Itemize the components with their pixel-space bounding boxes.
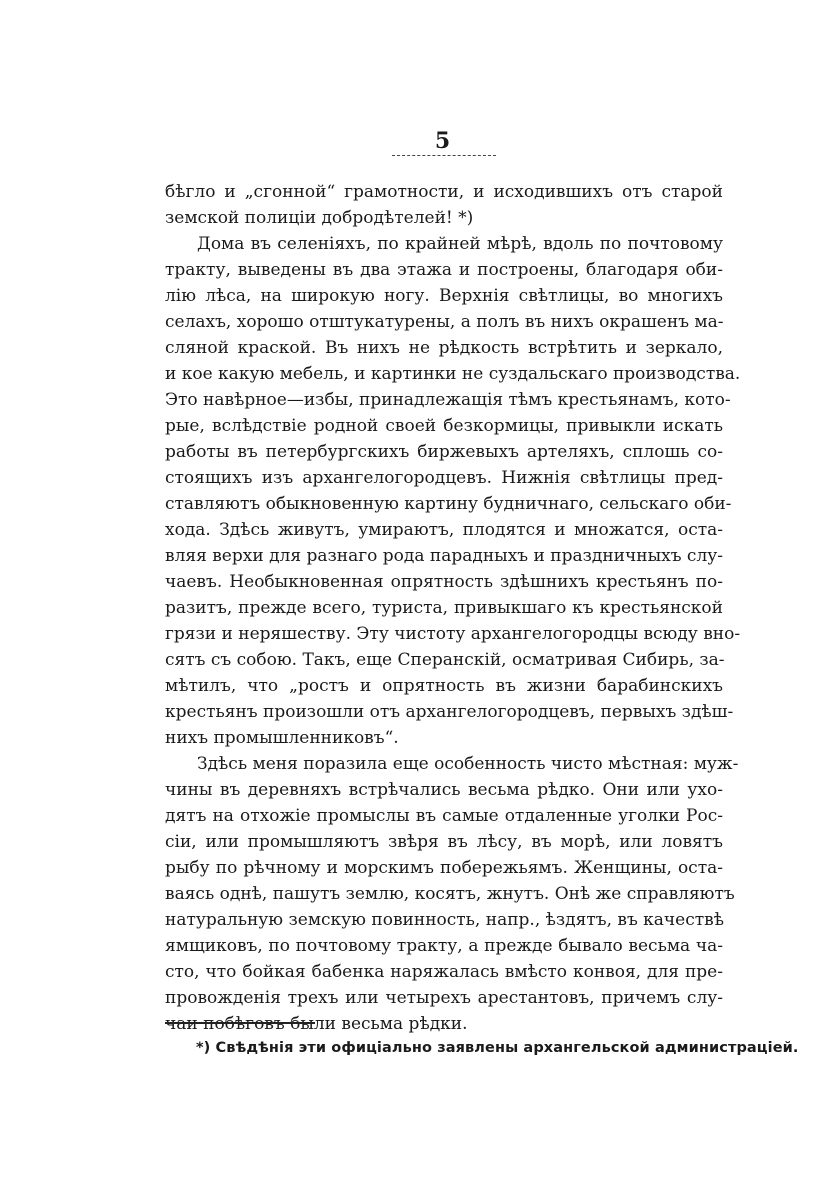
text-line: Дома въ селеніяхъ, по крайней мѣрѣ, вдоль по почтовому (197, 234, 723, 254)
text-line: стоящихъ изъ архангелогородцевъ. Нижнія свѣтлицы пред- (165, 468, 723, 488)
text-line: хода. Здѣсь живутъ, умираютъ, плодятся и множатся, оста- (165, 520, 723, 540)
text-line: сляной краской. Въ нихъ не рѣдкость встрѣтить и зеркало, (165, 338, 723, 358)
text-line: рые, вслѣдствіе родной своей безкормицы, привыкли искать (165, 416, 723, 436)
text-line: нихъ промышленниковъ“. (165, 728, 399, 748)
text-line: грязи и неряшеству. Эту чистоту архангелогородцы всюду вно- (165, 624, 741, 644)
text-line: сто, что бойкая бабенка наряжалась вмѣсто конвоя, для пре- (165, 962, 723, 982)
text-line: Здѣсь меня поразила еще особенность чисто мѣстная: муж- (197, 754, 739, 774)
text-line: чаи побѣговъ были весьма рѣдки. (165, 1014, 468, 1034)
text-line: вляя верхи для разнаго рода парадныхъ и праздничныхъ слу- (165, 546, 723, 566)
body-text (165, 179, 741, 1037)
text-line: провожденія трехъ или четырехъ арестантовъ, причемъ слу- (165, 988, 723, 1008)
footnote: *) Свѣдѣнія эти офиціально заявлены архангельской администраціей. (196, 1040, 799, 1056)
text-line: работы въ петербургскихъ биржевыхъ артеляхъ, сплошь со- (165, 442, 723, 462)
text-line: Это навѣрное—избы, принадлежащія тѣмъ крестьянамъ, кото- (165, 390, 731, 410)
text-line: дятъ на отхожіе промыслы въ самые отдаленные уголки Рос- (165, 806, 723, 826)
text-line: рыбу по рѣчному и морскимъ побережьямъ. Женщины, оста- (165, 858, 723, 878)
text-line: земской полиціи добродѣтелей! *) (165, 208, 474, 228)
text-line: крестьянъ произошли отъ архангелогородцевъ, первыхъ здѣш- (165, 702, 734, 722)
text-line: бѣгло и „сгонной“ грамотности, и исходившихъ отъ старой (165, 182, 723, 202)
text-line: сятъ съ собою. Такъ, еще Сперанскій, осматривая Сибирь, за- (165, 650, 725, 670)
text-line: и кое какую мебель, и картинки не суздальскаго производства. (165, 364, 741, 384)
text-line: ямщиковъ, по почтовому тракту, а прежде бывало весьма ча- (165, 936, 723, 956)
page-number: 5 (434, 128, 451, 154)
text-line: тракту, выведены въ два этажа и построены, благодаря оби- (165, 260, 723, 280)
header-rule (392, 155, 496, 156)
text-line: мѣтилъ, что „ростъ и опрятность въ жизни барабинскихъ (165, 676, 723, 696)
text-line: чины въ деревняхъ встрѣчались весьма рѣдко. Они или ухо- (165, 780, 723, 800)
footnote-rule (165, 1022, 315, 1024)
text-line: сіи, или промышляютъ звѣря въ лѣсу, въ морѣ, или ловятъ (165, 832, 723, 852)
text-line: селахъ, хорошо отштукатурены, а полъ въ нихъ окрашенъ ма- (165, 312, 724, 332)
text-line: лію лѣса, на широкую ногу. Верхнія свѣтлицы, во многихъ (165, 286, 723, 306)
text-line: натуральную земскую повинность, напр., ѣздятъ, въ качествѣ (165, 910, 724, 930)
text-line: ваясь однѣ, пашутъ землю, косятъ, жнутъ. Онѣ же справляютъ (165, 884, 735, 904)
text-line: разитъ, прежде всего, туриста, привыкшаго къ крестьянской (165, 598, 723, 618)
text-line: чаевъ. Необыкновенная опрятность здѣшнихъ крестьянъ по- (165, 572, 723, 592)
text-line: ставляютъ обыкновенную картину будничнаго, сельскаго оби- (165, 494, 732, 514)
